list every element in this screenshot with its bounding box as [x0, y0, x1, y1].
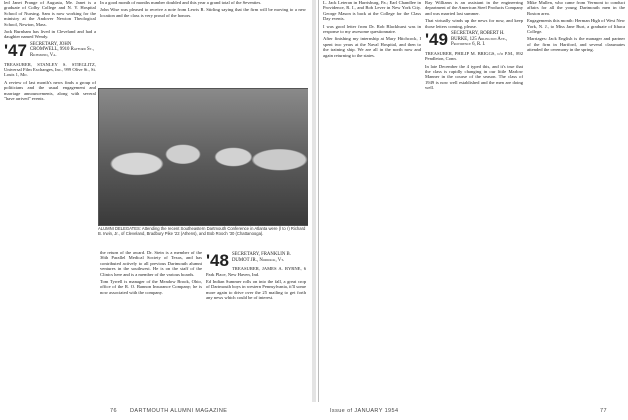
- article-paragraph: In late December the 4 typed this, and it's true that the class is rapidly changing in our little Marlow Manner in the course of the season. The class of 1949 is now well established and the men are doing well.: [425, 63, 523, 91]
- page-gutter: [312, 0, 316, 402]
- left-running-footer: DARTMOUTH ALUMNI MAGAZINE: [130, 408, 228, 414]
- group-photo: [98, 88, 308, 226]
- left-column-top: [100, 0, 306, 86]
- class-treasurer: TREASURER, JAMES A. BYRNE, 6 Park Place, New Haven, Ind.: [206, 266, 306, 277]
- class-secretary: SECRETARY, JOHN CROMWELL, 9910 Rayford St., Richmond, Va.: [29, 41, 94, 59]
- right-column-3: [527, 0, 625, 400]
- class-treasurer: TREASURER, STANLEY S. STIEGLITZ, Universal Film Exchanges, Inc., 999 Olive St., St. Louis 1, Mo.: [4, 61, 96, 78]
- article-paragraph: John Wise was pleased to receive a note from Lewis R. Stirling saying that the firm will be moving to a new location and the class is very proud of the honors.: [100, 7, 306, 18]
- right-page-number: 77: [600, 408, 607, 414]
- left-column-2: [100, 250, 202, 400]
- article-paragraph: Ed Indian Summer rolls on into the fall, a great crop of Dartmouth boys in western Pennsylvania, it'll some more again to drive over the 25 mailing to get forth any news which could be of interest.: [206, 279, 306, 301]
- page-footer: [0, 402, 628, 420]
- right-column-1: [323, 0, 421, 400]
- photo-caption: ALUMNI DELEGATES: Attending the recent Southeastern Dartmouth Conference in Atlanta were (l to r) Richard B. Irwin, Jr., of Cleveland, Bradbury Pike '22 (Athens), and Bob Rooch '30 (Chattanooga).: [98, 226, 306, 236]
- class-year-number: '47: [4, 40, 27, 60]
- right-running-footer: Issue of JANUARY 1954: [330, 408, 399, 414]
- article-paragraph: After finishing my internship at Mary Hitchcock, I spent two years at the Naval Hospital, and then to the training ship. We are all in the north now and again returning to the states.: [323, 36, 421, 58]
- article-paragraph: L. Jack Leteran in Harrisburg, Pa.; Earl Chandlee in Providence, R. I., and Bob Lever in New York City. George Mason is back at the College for the Class Day events.: [323, 0, 421, 22]
- article-paragraph: Engagements this month: Herman High of West New York, N. J., to Miss Jane Burt, a graduate of Ithaca College.: [527, 18, 625, 35]
- class-secretary: SECRETARY, FRANKLIN B. DUMOT JR., Norwalk, Vt.: [231, 252, 291, 263]
- right-column-2: [425, 0, 523, 400]
- left-page: [0, 0, 308, 402]
- article-paragraph: That virtually winds up the news for now, and keep those letters coming, please.: [425, 18, 523, 29]
- class-year-number: '48: [206, 251, 229, 270]
- class-year-number: '49: [425, 30, 448, 50]
- article-paragraph: Ray Williams is an assistant in the engineering department of the American Steel Products Company and was married last summer.: [425, 0, 523, 16]
- class-heading-47: [4, 42, 96, 59]
- left-page-number: 76: [110, 408, 117, 414]
- left-column-3: [206, 250, 306, 400]
- article-paragraph: I was good letter from Dr. Rob Blackhurst was in response to my awesome questionnaire.: [323, 23, 421, 35]
- left-column-1: [4, 0, 96, 400]
- article-paragraph: In a good month of months number doubled and this year a grand total of the Seventies.: [100, 0, 262, 5]
- article-paragraph: led Janet Prange of Augusta, Me. Janet is a graduate of Colby College and N. Y. Hospital School of Nursing. Sam is now working for the ministry at the Andover Newton Theological School, Newton, Mass.: [4, 0, 96, 27]
- article-paragraph: Marriages: Jack English is the manager and partner of the firm in Hartford, and several classmates attended the ceremony in the spring.: [527, 36, 625, 53]
- article-paragraph: Jack Burnham has lived in Cleveland and had a daughter named Wendy.: [4, 29, 96, 40]
- class-secretary: SECRETARY, ROBERT H. BURKE, 125 Arlington Ave., Providence 6, R. I.: [450, 31, 508, 48]
- class-heading-48: [206, 251, 306, 270]
- class-treasurer: TREASURER, PHILIP M. BRIGGS, c/o P.M., 892 Pendleton, Conn.: [425, 50, 523, 62]
- article-paragraph: A review of last month's news finds a group of politicians and the usual engagement and marriage announcements, along with several "have arrived" events.: [4, 79, 96, 102]
- class-heading-49: [425, 31, 523, 48]
- article-paragraph: Tom Tyrrell is manager of the Meadow Brook, Ohio, office of the R. O. Bannon Insurance Company; he is now associated with the company.: [100, 279, 202, 295]
- right-page: [318, 0, 628, 402]
- article-paragraph: the return of the award. Dr. Stein is a member of the 36th Parallel Medical Society of Texas, and has contributed actively to all previous Dartmouth alumni ventures in the southwest. He is on the staff of the Clinics here and is a member of the various boards.: [100, 250, 202, 277]
- article-paragraph: Mike Mullen, who came from Vermont to conduct affairs for all the young Dartmouth men in the Boston area.: [527, 0, 625, 16]
